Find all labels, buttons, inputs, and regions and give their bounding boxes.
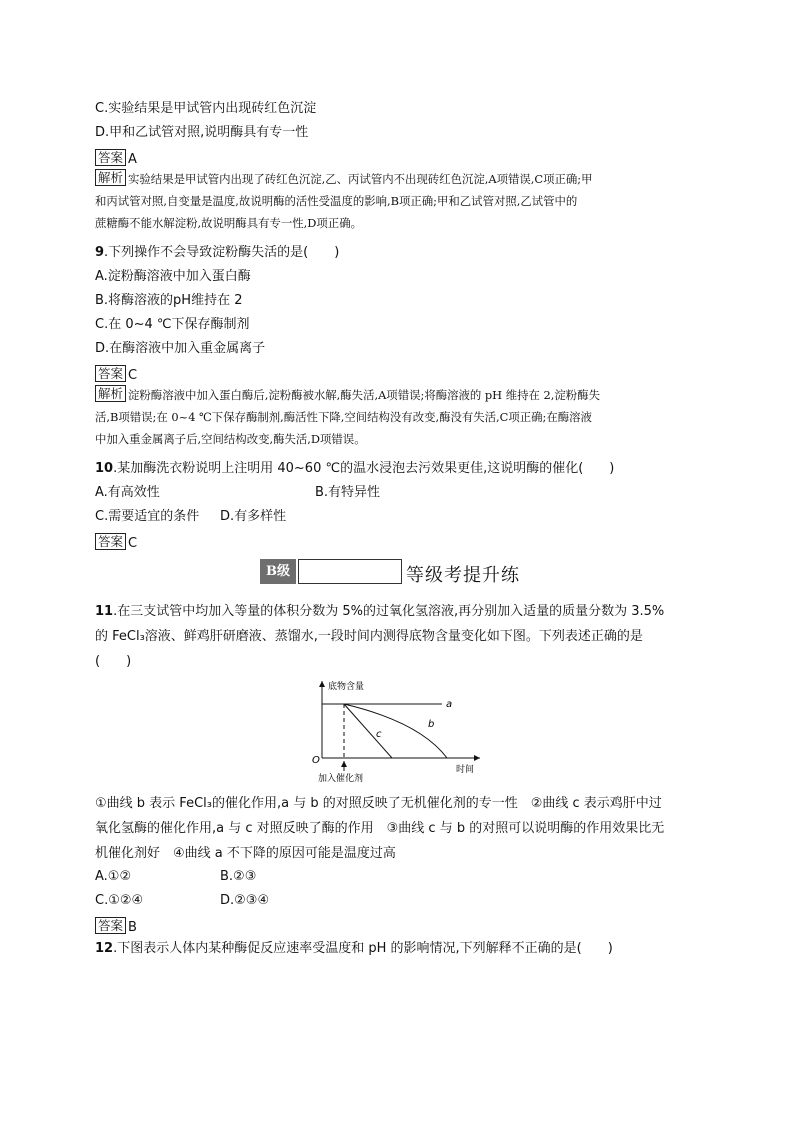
x-axis-label: 时间 bbox=[456, 765, 475, 775]
answer-tag: 答案 bbox=[95, 365, 126, 382]
question-number: 11 bbox=[95, 604, 114, 619]
q10-stem: 10.某加酶洗衣粉说明上注明用 40~60 ℃的温水浸泡去污效果更佳,这说明酶的催化( ) bbox=[95, 461, 615, 476]
q11-statements-1: ①曲线 b 表示 FeCl₃的催化作用,a 与 b 的对照反映了无机催化剂的专一性 ②曲线 c 表示鸡肝中过 bbox=[95, 796, 662, 811]
q10-option-b: B.有特异性 bbox=[315, 485, 381, 500]
q10-option-c: C.需要适宜的条件 bbox=[95, 509, 200, 524]
q8-answer bbox=[95, 149, 137, 168]
y-axis-label: 底物含量 bbox=[328, 682, 365, 692]
q9-stem: 9.下列操作不会导致淀粉酶失活的是( ) bbox=[95, 245, 340, 260]
q11-stem-1: 11.在三支试管中均加入等量的体积分数为 5%的过氧化氢溶液,再分别加入适量的质量分数为 3.5% bbox=[95, 604, 665, 619]
q8-option-d: D.甲和乙试管对照,说明酶具有专一性 bbox=[95, 125, 309, 140]
q11-stem-2: 的 FeCl₃溶液、鲜鸡肝研磨液、蒸馏水,一段时间内测得底物含量变化如下图。下列表述正确的是 bbox=[95, 629, 643, 644]
explanation-line: 解析 淀粉酶溶液中加入蛋白酶后,淀粉酶被水解,酶失活,A项错误;将酶溶液的 pH 维持在 2,淀粉酶失 bbox=[95, 384, 700, 406]
explanation-line: 中加入重金属离子后,空间结构改变,酶失活,D项错误。 bbox=[95, 432, 366, 446]
answer-value: B bbox=[128, 920, 137, 935]
question-number: 12 bbox=[95, 941, 114, 956]
answer-value: A bbox=[128, 152, 137, 167]
explanation-line: 蔗糖酶不能水解淀粉,故说明酶具有专一性,D项正确。 bbox=[95, 216, 362, 230]
q10-options-row-1 bbox=[95, 485, 381, 501]
explanation-tag: 解析 bbox=[95, 385, 126, 402]
explanation-line: 和丙试管对照,自变量是温度,故说明酶的活性受温度的影响,B项正确;甲和乙试管对照,乙试管中的 bbox=[95, 194, 578, 208]
q11-option-c: C.①②④ bbox=[95, 893, 144, 908]
q11-option-a: A.①② bbox=[95, 869, 132, 884]
curve-a-label: a bbox=[446, 699, 453, 710]
answer-tag: 答案 bbox=[95, 533, 126, 550]
explanation-line: 解析 实验结果是甲试管内出现了砖红色沉淀,乙、丙试管内不出现砖红色沉淀,A项错误,C项正确;甲 bbox=[95, 168, 700, 190]
curve-c bbox=[344, 704, 392, 758]
answer-value: C bbox=[128, 368, 138, 383]
answer-tag: 答案 bbox=[95, 149, 126, 166]
q11-stem-3: ( ) bbox=[95, 654, 132, 669]
q10-answer bbox=[95, 533, 137, 552]
q10-options-row-2 bbox=[95, 509, 287, 525]
q9-answer bbox=[95, 365, 137, 384]
q9-option-c: C.在 0~4 ℃下保存酶制剂 bbox=[95, 317, 250, 332]
q11-options-row-1 bbox=[95, 869, 257, 885]
origin-label: O bbox=[312, 755, 320, 766]
q9-option-d: D.在酶溶液中加入重金属离子 bbox=[95, 341, 266, 356]
section-title: 等级考提升练 bbox=[406, 565, 520, 586]
q11-options-row-2 bbox=[95, 893, 270, 909]
q12-stem: 12.下图表示人体内某种酶促反应速率受温度和 pH 的影响情况,下列解释不正确的是( ) bbox=[95, 941, 613, 956]
q11-answer bbox=[95, 917, 137, 936]
curve-c-label: c bbox=[376, 729, 382, 740]
q10-option-a: A.有高效性 bbox=[95, 485, 160, 500]
section-divider-box bbox=[298, 559, 402, 584]
q9-option-a: A.淀粉酶溶液中加入蛋白酶 bbox=[95, 269, 251, 284]
q9-option-b: B.将酶溶液的pH维持在 2 bbox=[95, 293, 243, 308]
q11-option-d: D.②③④ bbox=[220, 893, 270, 908]
q11-statements-2: 氧化氢酶的催化作用,a 与 c 对照反映了酶的作用 ③曲线 c 与 b 的对照可以说明酶的作用效果比无 bbox=[95, 821, 665, 836]
curve-b-label: b bbox=[428, 719, 435, 730]
curve-b bbox=[344, 704, 447, 758]
q11-statements-3: 机催化剂好 ④曲线 a 不下降的原因可能是温度过高 bbox=[95, 846, 396, 861]
section-banner bbox=[260, 559, 560, 587]
q8-option-c: C.实验结果是甲试管内出现砖红色沉淀 bbox=[95, 101, 317, 116]
catalyst-annotation: 加入催化剂 bbox=[318, 774, 364, 783]
answer-tag: 答案 bbox=[95, 917, 126, 934]
q11-option-b: B.②③ bbox=[220, 869, 257, 884]
q8-explanation bbox=[95, 168, 700, 234]
answer-value: C bbox=[128, 536, 138, 551]
section-badge: B级 bbox=[260, 559, 296, 584]
question-number: 10 bbox=[95, 461, 114, 476]
q11-chart bbox=[300, 677, 500, 783]
explanation-tag: 解析 bbox=[95, 169, 126, 186]
explanation-line: 活,B项错误;在 0~4 ℃下保存酶制剂,酶活性下降,空间结构没有改变,酶没有失活,C项正确;在酶溶液 bbox=[95, 410, 592, 424]
q9-explanation bbox=[95, 384, 700, 450]
q10-option-d: D.有多样性 bbox=[220, 509, 287, 524]
question-number: 9 bbox=[95, 245, 105, 260]
